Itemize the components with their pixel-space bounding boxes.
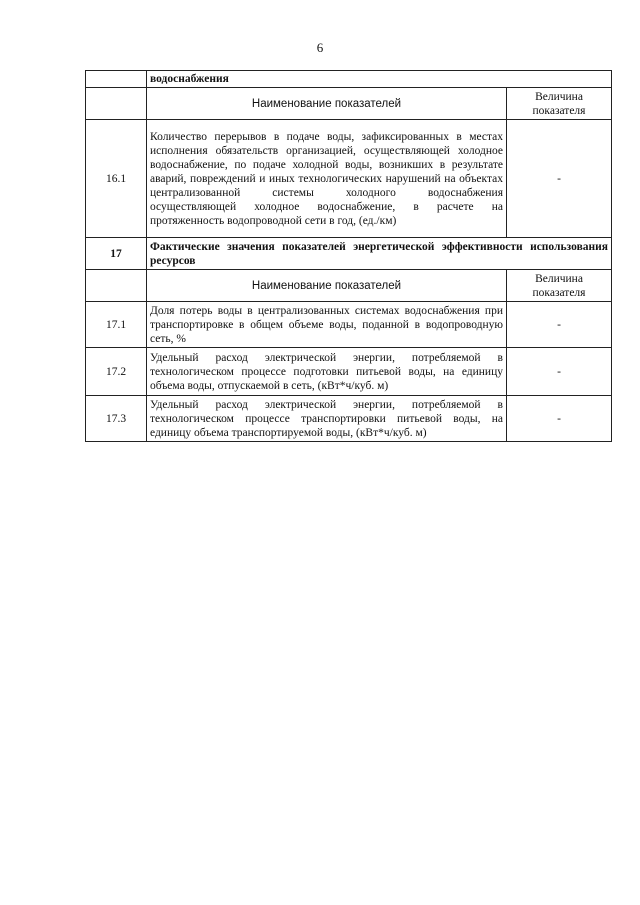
indicators-table: [85, 70, 612, 442]
indicator-value: -: [507, 396, 612, 442]
empty-cell: [86, 270, 147, 302]
row-number: 17.2: [86, 348, 147, 396]
page-number: 6: [316, 40, 324, 55]
column-header-name: Наименование показателей: [147, 88, 507, 120]
section-row: [86, 238, 612, 270]
table-row: [86, 396, 612, 442]
row-number: 17.1: [86, 302, 147, 348]
section-title: Фактические значения показателей энергетической эффективности использования ресурсов: [147, 238, 612, 270]
column-header-row: [86, 270, 612, 302]
empty-cell: [86, 88, 147, 120]
section-number: 17: [86, 238, 147, 270]
indicator-text: Удельный расход электрической энергии, потребляемой в технологическом процессе транспортировки питьевой воды, на единицу объема транспортируемой воды, (кВт*ч/куб. м): [147, 396, 507, 442]
column-header-value: Величина показателя: [507, 270, 612, 302]
indicator-value: -: [507, 348, 612, 396]
indicator-text: Удельный расход электрической энергии, потребляемой в технологическом процессе подготовки питьевой воды, на единицу объема воды, отпускаемой в сеть, (кВт*ч/куб. м): [147, 348, 507, 396]
column-header-name: Наименование показателей: [147, 270, 507, 302]
row-number: [86, 71, 147, 88]
table-row: [86, 348, 612, 396]
column-header-row: [86, 88, 612, 120]
section-title: водоснабжения: [147, 71, 612, 88]
table-row: [86, 120, 612, 238]
section-continued-row: [86, 71, 612, 88]
indicator-value: -: [507, 302, 612, 348]
indicator-value: -: [507, 120, 612, 238]
row-number: 17.3: [86, 396, 147, 442]
indicator-text: Количество перерывов в подаче воды, зафиксированных в местах исполнения обязательств организацией, осуществляющей холодное водоснабжение, по подаче холодной воды, возникших в результате аварий, повреждений и иных технологических нарушений на объектах централизованной системы холодного водоснабжения осуществляющей холодное водоснабжение, в расчете на протяженность водопроводной сети в год, (ед./км): [147, 120, 507, 238]
table-row: [86, 302, 612, 348]
row-number: 16.1: [86, 120, 147, 238]
indicator-text: Доля потерь воды в централизованных системах водоснабжения при транспортировке в общем объеме воды, поданной в водопроводную сеть, %: [147, 302, 507, 348]
column-header-value: Величина показателя: [507, 88, 612, 120]
